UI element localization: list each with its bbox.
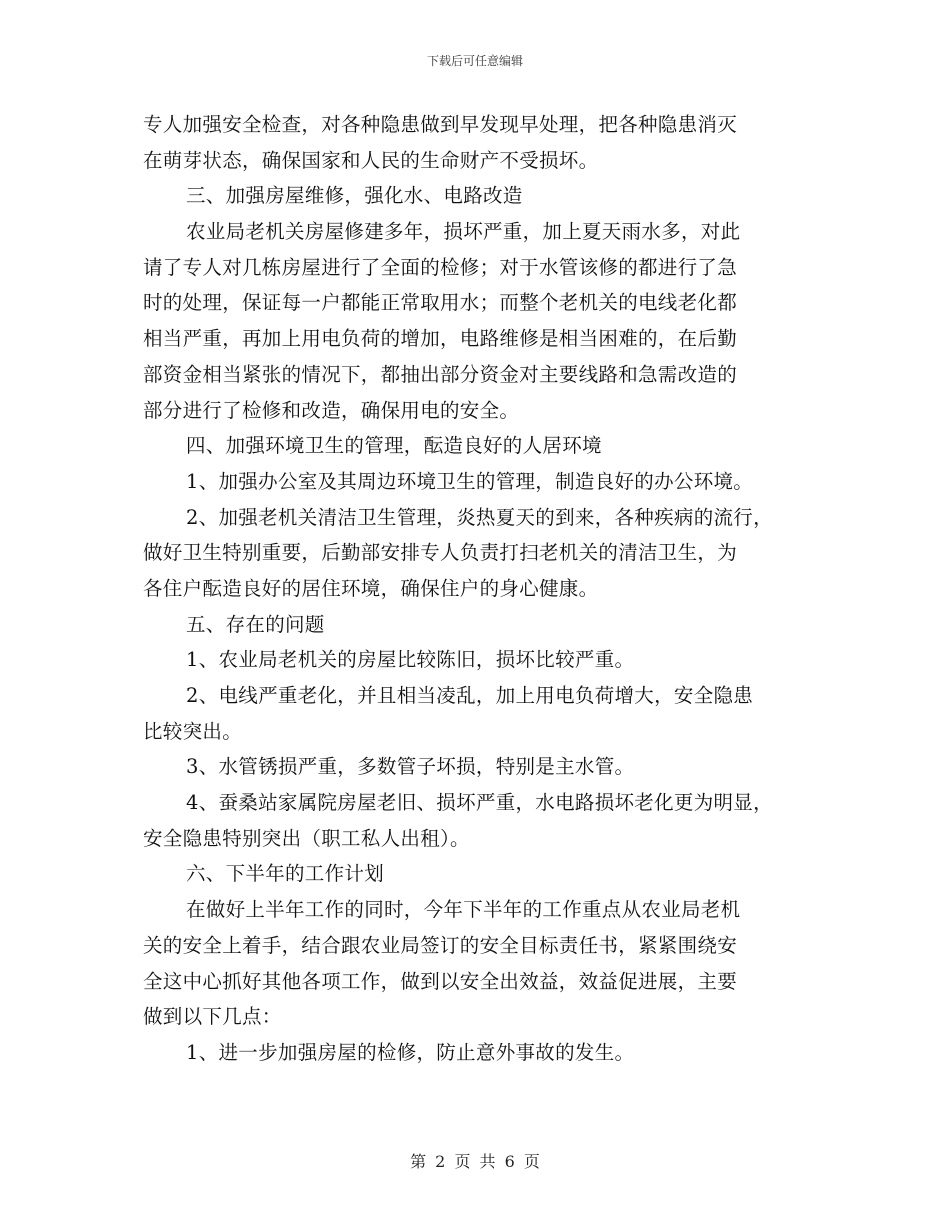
text-line: 2、电线严重老化，并且相当凌乱，加上用电负荷增大，安全隐患 xyxy=(186,684,754,707)
text-line: 五、存在的问题 xyxy=(186,612,325,636)
text-line: 专人加强安全检查，对各种隐患做到早发现早处理，把各种隐患消灭 xyxy=(143,113,738,136)
page-header-note: 下载后可任意编辑 xyxy=(426,54,523,68)
text-line: 1、进一步加强房屋的检修，防止意外事故的发生。 xyxy=(186,1040,635,1064)
text-line: 比较突出。 xyxy=(143,719,243,743)
text-line: 安全隐患特别突出（职工私人出租）。 xyxy=(143,826,470,850)
text-line: 时的处理，保证每一户都能正常取用水；而整个老机关的电线老化都 xyxy=(143,291,738,315)
text-line: 六、下半年的工作计划 xyxy=(186,862,385,886)
text-line: 全这中心抓好其他各项工作，做到以安全出效益，效益促进展，主要 xyxy=(143,969,738,993)
text-line: 农业局老机关房屋修建多年，损坏严重，加上夏天雨水多，对此 xyxy=(186,220,741,244)
text-line: 在做好上半年工作的同时，今年下半年的工作重点从农业局老机 xyxy=(186,898,741,922)
text-line: 请了专人对几栋房屋进行了全面的检修；对于水管该修的都进行了急 xyxy=(143,255,738,279)
text-line: 相当严重，再加上用电负荷的增加，电路维修是相当困难的，在后勤 xyxy=(143,327,738,351)
text-line: 在萌芽状态，确保国家和人民的生命财产不受损坏。 xyxy=(143,148,599,172)
text-line: 4、蚕桑站家属院房屋老旧、损坏严重，水电路损坏老化更为明显， xyxy=(186,791,773,815)
text-line: 1、农业局老机关的房屋比较陈旧，损坏比较严重。 xyxy=(186,648,635,672)
text-line: 1、加强办公室及其周边环境卫生的管理，制造良好的办公环境。 xyxy=(186,469,754,493)
text-line: 关的安全上着手，结合跟农业局签订的安全目标责任书，紧紧围绕安 xyxy=(143,933,738,957)
text-line: 三、加强房屋维修，强化水、电路改造 xyxy=(186,184,523,208)
text-line: 部分进行了检修和改造，确保用电的安全。 xyxy=(143,398,520,422)
text-line: 3、水管锈损严重，多数管子坏损，特别是主水管。 xyxy=(186,755,635,779)
text-line: 2、加强老机关清洁卫生管理，炎热夏天的到来，各种疾病的流行， xyxy=(186,505,773,529)
document-body xyxy=(143,107,823,1071)
text-line: 做到以下几点： xyxy=(143,1005,282,1029)
text-line: 做好卫生特别重要，后勤部安排专人负责打扫老机关的清洁卫生，为 xyxy=(143,541,738,565)
page-number-footer: 第 2 页 共 6 页 xyxy=(410,1152,540,1171)
text-line: 各住户酝造良好的居住环境，确保住户的身心健康。 xyxy=(143,576,599,600)
text-line: 部资金相当紧张的情况下，都抽出部分资金对主要线路和急需改造的 xyxy=(143,362,738,386)
text-line: 四、加强环境卫生的管理，酝造良好的人居环境 xyxy=(186,434,602,458)
